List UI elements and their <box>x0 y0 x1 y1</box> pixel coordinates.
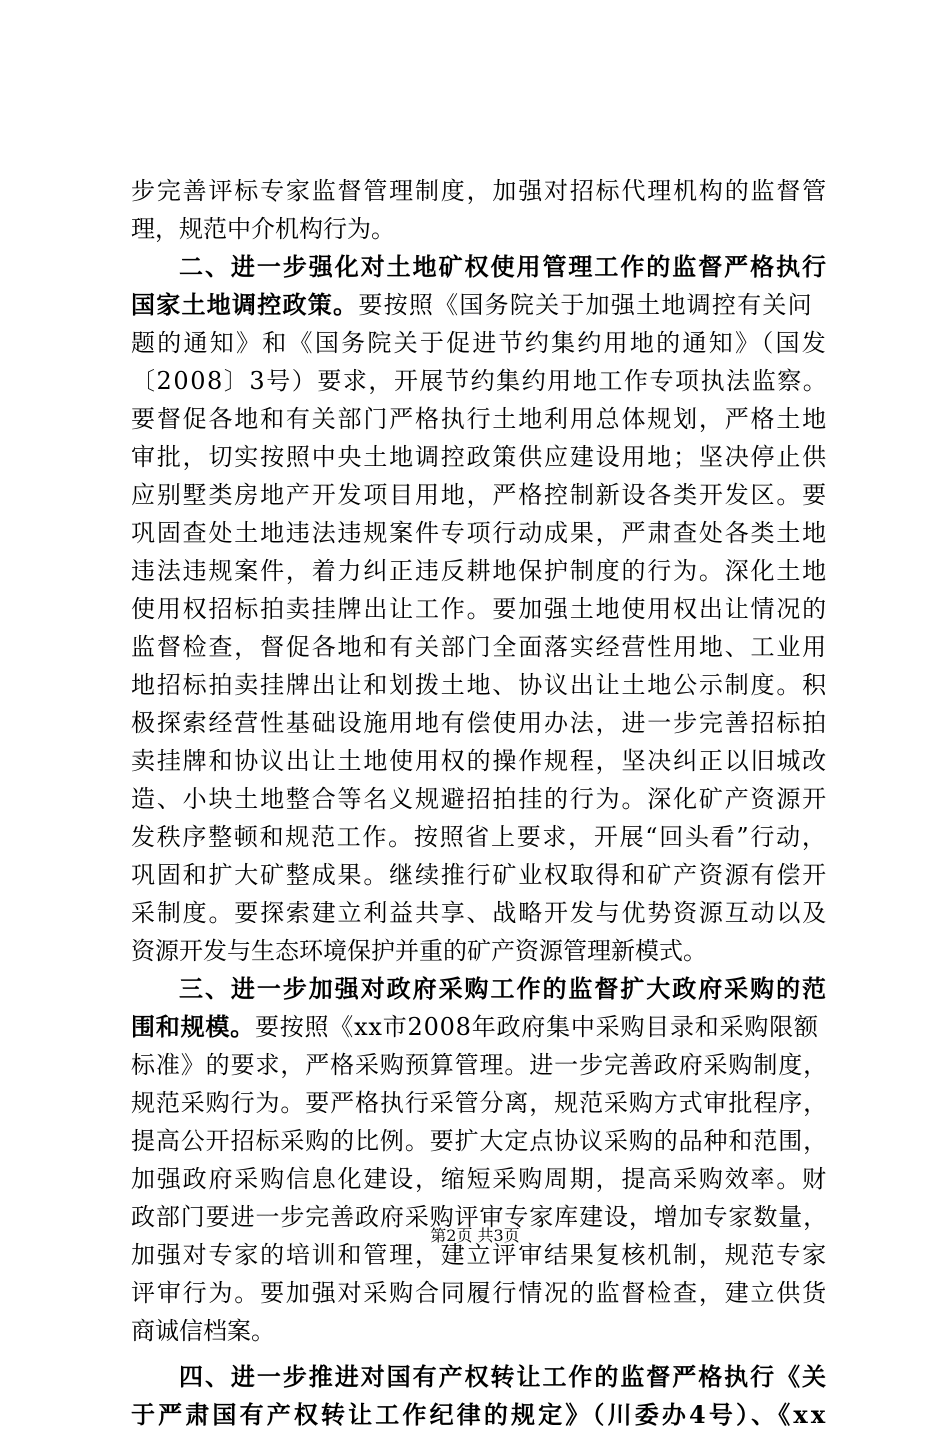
body-line: 加强政府采购信息化建设，缩短采购周期，提高采购效率。财 <box>131 1165 828 1193</box>
body-line: 地招标拍卖挂牌出让和划拨土地、协议出让土地公示制度。积 <box>131 671 828 699</box>
body-line: 违法违规案件，着力纠正违反耕地保护制度的行为。深化土地 <box>131 557 828 585</box>
page-number-footer: 第2页 共3页 <box>430 1226 520 1245</box>
body-line: 〔2008〕3号）要求，开展节约集约用地工作专项执法监察。 <box>131 367 829 395</box>
body-line: 商诚信档案。 <box>131 1317 275 1345</box>
body-line: 监督检查，督促各地和有关部门全面落实经营性用地、工业用 <box>131 633 828 661</box>
body-line: 评审行为。要加强对采购合同履行情况的监督检查，建立供货 <box>131 1279 828 1307</box>
paragraph-gap <box>131 1350 828 1358</box>
section-heading-4: 四、进一步推进对国有产权转让工作的监督严格执行《关 <box>179 1362 828 1391</box>
body-line: 发秩序整顿和规范工作。按照省上要求，开展“回头看”行动， <box>131 823 828 851</box>
body-line: 提高公开招标采购的比例。要扩大定点协议采购的品种和范围， <box>131 1127 828 1155</box>
body-text: 要按照《国务院关于加强土地调控有关问 <box>358 291 813 319</box>
body-line: 采制度。要探索建立利益共享、战略开发与优势资源互动以及 <box>131 899 828 927</box>
body-line: 巩固和扩大矿整成果。继续推行矿业权取得和矿产资源有偿开 <box>131 861 828 889</box>
body-line: 审批，切实按照中央土地调控政策供应建设用地；坚决停止供 <box>131 443 828 471</box>
body-line: 政部门要进一步完善政府采购评审专家库建设，增加专家数量， <box>131 1203 828 1231</box>
body-line <box>131 286 828 324</box>
body-line <box>131 1008 828 1046</box>
section-heading-2: 二、进一步强化对土地矿权使用管理工作的监督严格执行 <box>179 252 828 281</box>
body-line: 巩固查处土地违法违规案件专项行动成果，严肃查处各类土地 <box>131 519 828 547</box>
body-line: 极探索经营性基础设施用地有偿使用办法，进一步完善招标拍 <box>131 709 828 737</box>
body-line: 规范采购行为。要严格执行采管分离，规范采购方式审批程序， <box>131 1089 828 1117</box>
body-line: 应别墅类房地产开发项目用地，严格控制新设各类开发区。要 <box>131 481 828 509</box>
body-line: 卖挂牌和协议出让土地使用权的操作规程，坚决纠正以旧城改 <box>131 747 828 775</box>
body-line: 加强对专家的培训和管理，建立评审结果复核机制，规范专家 <box>131 1241 828 1269</box>
body-line: 标准》的要求，严格采购预算管理。进一步完善政府采购制度， <box>131 1051 828 1079</box>
section-heading-3: 三、进一步加强对政府采购工作的监督扩大政府采购的范 <box>179 974 828 1003</box>
body-line: 题的通知》和《国务院关于促进节约集约用地的通知》（国发 <box>131 329 828 357</box>
body-line: 步完善评标专家监督管理制度，加强对招标代理机构的监督管 <box>131 177 828 205</box>
body-line: 造、小块土地整合等名义规避招拍挂的行为。深化矿产资源开 <box>131 785 828 813</box>
body-line: 资源开发与生态环境保护并重的矿产资源管理新模式。 <box>131 937 707 965</box>
body-text: 要按照《xx市2008年政府集中采购目录和采购限额 <box>254 1013 819 1041</box>
body-line: 理，规范中介机构行为。 <box>131 215 395 243</box>
section-heading-4-cont: 于严肃国有产权转让工作纪律的规定》（川委办4号）、《xx <box>131 1400 829 1429</box>
body-line: 使用权招标拍卖挂牌出让工作。要加强土地使用权出让情况的 <box>131 595 828 623</box>
section-heading-2-cont: 国家土地调控政策。 <box>131 290 359 319</box>
section-heading-3-cont: 围和规模。 <box>131 1012 255 1041</box>
body-line: 要督促各地和有关部门严格执行土地利用总体规划，严格土地 <box>131 405 828 433</box>
